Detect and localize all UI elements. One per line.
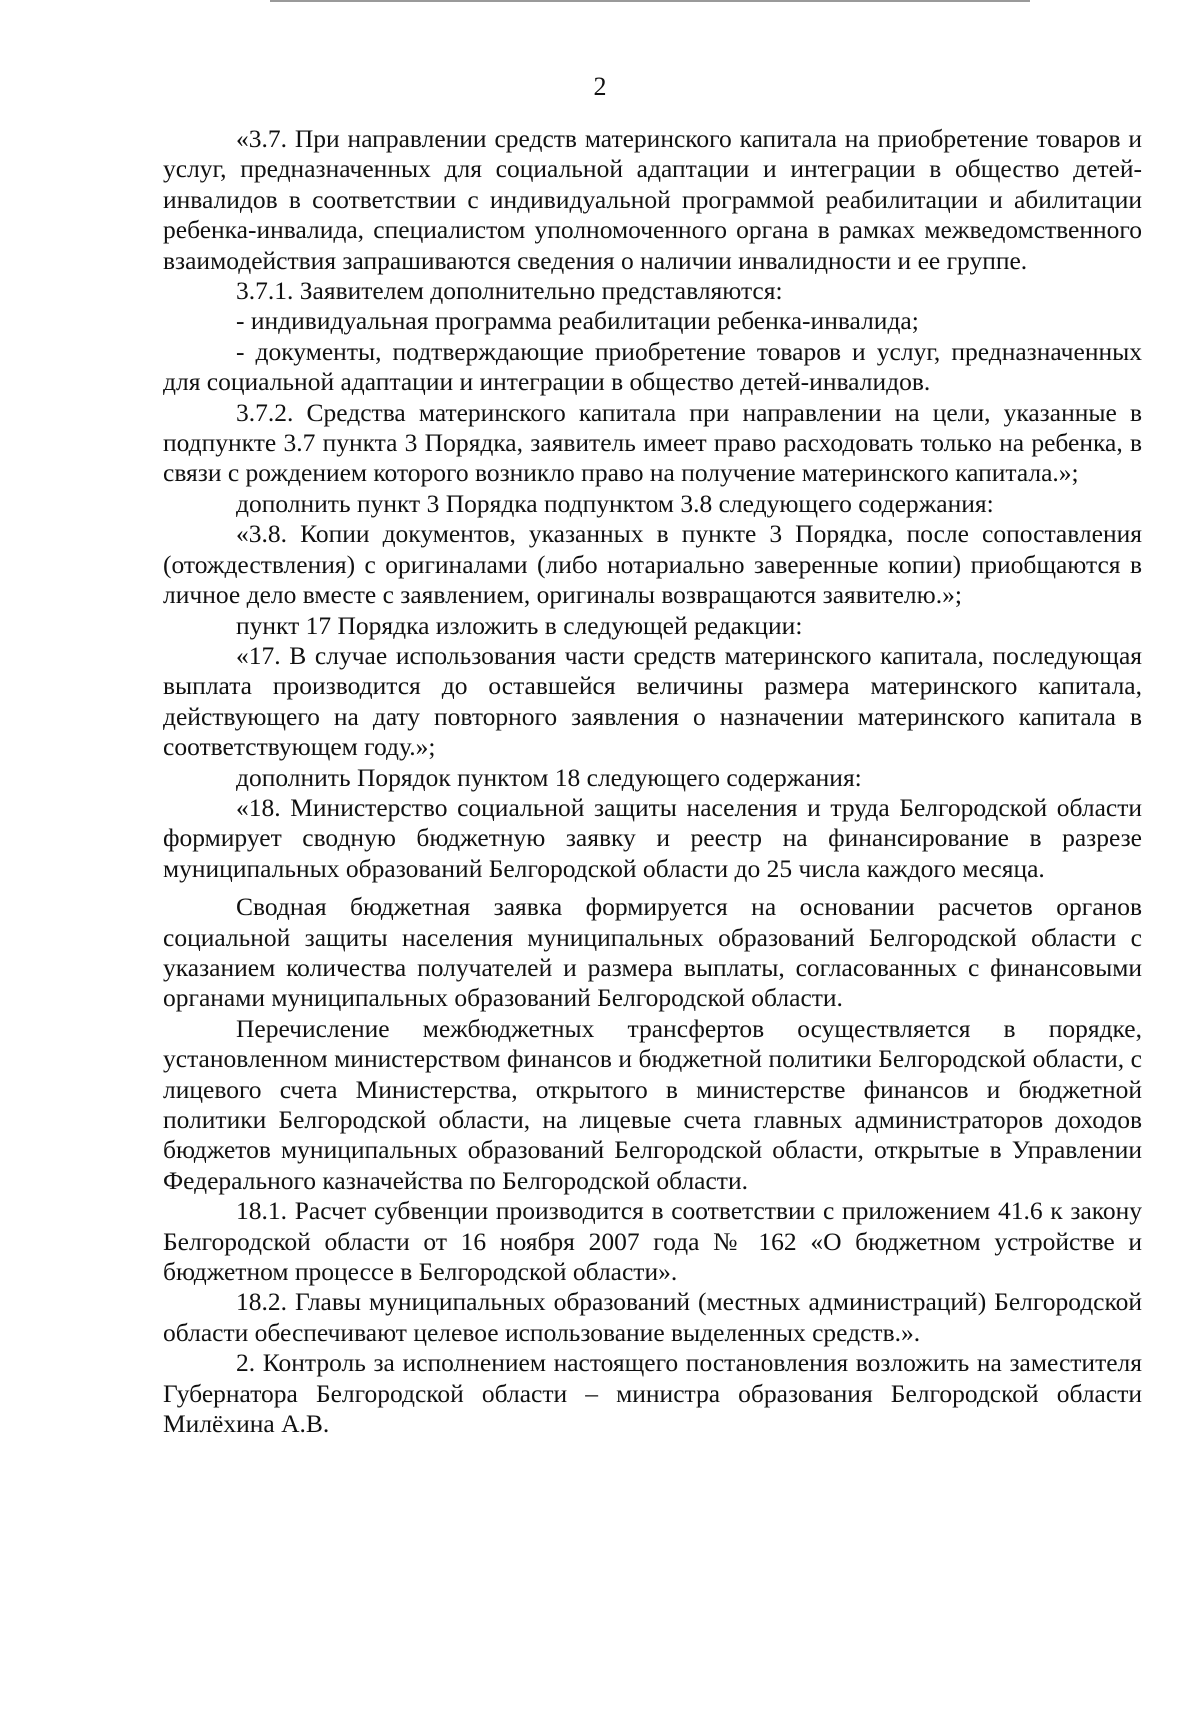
paragraph-18-2: 18.2. Главы муниципальных образований (местных администраций) Белгородской области обеспечивают целевое использование выделенных средств.». — [163, 1287, 1142, 1347]
scan-edge-line — [270, 0, 1030, 2]
paragraph-18: «18. Министерство социальной защиты населения и труда Белгородской области формирует сводную бюджетную заявку и реестр на финансирование в разрезе муниципальных образований Белгородской области до 25 числа каждого месяца. — [163, 792, 1142, 883]
paragraph-2-control: 2. Контроль за исполнением настоящего постановления возложить на заместителя Губернатора Белгородской области – министра образования Белгородской области Милёхина А.В. — [163, 1348, 1142, 1439]
paragraph-amend-18: дополнить Порядок пунктом 18 следующего содержания: — [236, 762, 862, 792]
paragraph-amend-3-8: дополнить пункт 3 Порядка подпунктом 3.8 следующего содержания: — [236, 488, 994, 518]
paragraph-17: «17. В случае использования части средств материнского капитала, последующая выплата производится до оставшейся величины размера материнского капитала, действующего на дату повторного заявления о назначении материнского капитала в соответствующем году.»; — [163, 640, 1142, 762]
document-body — [163, 124, 1142, 1439]
paragraph-amend-17: пункт 17 Порядка изложить в следующей редакции: — [236, 610, 803, 640]
list-item-purchase-documents: - документы, подтверждающие приобретение товаров и услуг, предназначенных для социальной адаптации и интеграции в общество детей-инвалидов. — [163, 336, 1142, 397]
paragraph-18-budget-request: Сводная бюджетная заявка формируется на основании расчетов органов социальной защиты населения муниципальных образований Белгородской области с указанием количества получателей и размера выплаты, согласованных с финансовыми органами муниципальных образований Белгородской области. — [163, 892, 1142, 1013]
list-item-rehab-program: - индивидуальная программа реабилитации ребенка-инвалида; — [236, 306, 919, 336]
page-number: 2 — [593, 72, 607, 101]
paragraph-3-7-2: 3.7.2. Средства материнского капитала при направлении на цели, указанные в подпункте 3.7 пункта 3 Порядка, заявитель имеет право расходовать только на ребенка, в связи с рождением которого возникло право на получение материнского капитала.»; — [163, 397, 1142, 488]
paragraph-3-7: «3.7. При направлении средств материнского капитала на приобретение товаров и услуг, предназначенных для социальной адаптации и интеграции в общество детей-инвалидов в соответствии с индивидуальной программой реабилитации и абилитации ребенка-инвалида, специалистом уполномоченного органа в рамках межведомственного взаимодействия запрашиваются сведения о наличии инвалидности и ее группе. — [163, 124, 1142, 275]
paragraph-18-1: 18.1. Расчет субвенции производится в соответствии с приложением 41.6 к закону Белгородской области от 16 ноября 2007 года № 162 «О бюджетном устройстве и бюджетном процессе в Белгородской области». — [163, 1196, 1142, 1287]
paragraph-3-8: «3.8. Копии документов, указанных в пункте 3 Порядка, после сопоставления (отождествления) с оригиналами (либо нотариально заверенные копии) приобщаются в личное дело вместе с заявлением, оригиналы возвращаются заявителю.»; — [163, 519, 1142, 610]
paragraph-18-transfers: Перечисление межбюджетных трансфертов осуществляется в порядке, установленном министерством финансов и бюджетной политики Белгородской области, с лицевого счета Министерства, открытого в министерстве финансов и бюджетной политики Белгородской области, на лицевые счета главных администраторов доходов бюджетов муниципальных образований Белгородской области, открытые в Управлении Федерального казначейства по Белгородской области. — [163, 1013, 1142, 1195]
paragraph-3-7-1: 3.7.1. Заявителем дополнительно представляются: — [236, 276, 783, 306]
